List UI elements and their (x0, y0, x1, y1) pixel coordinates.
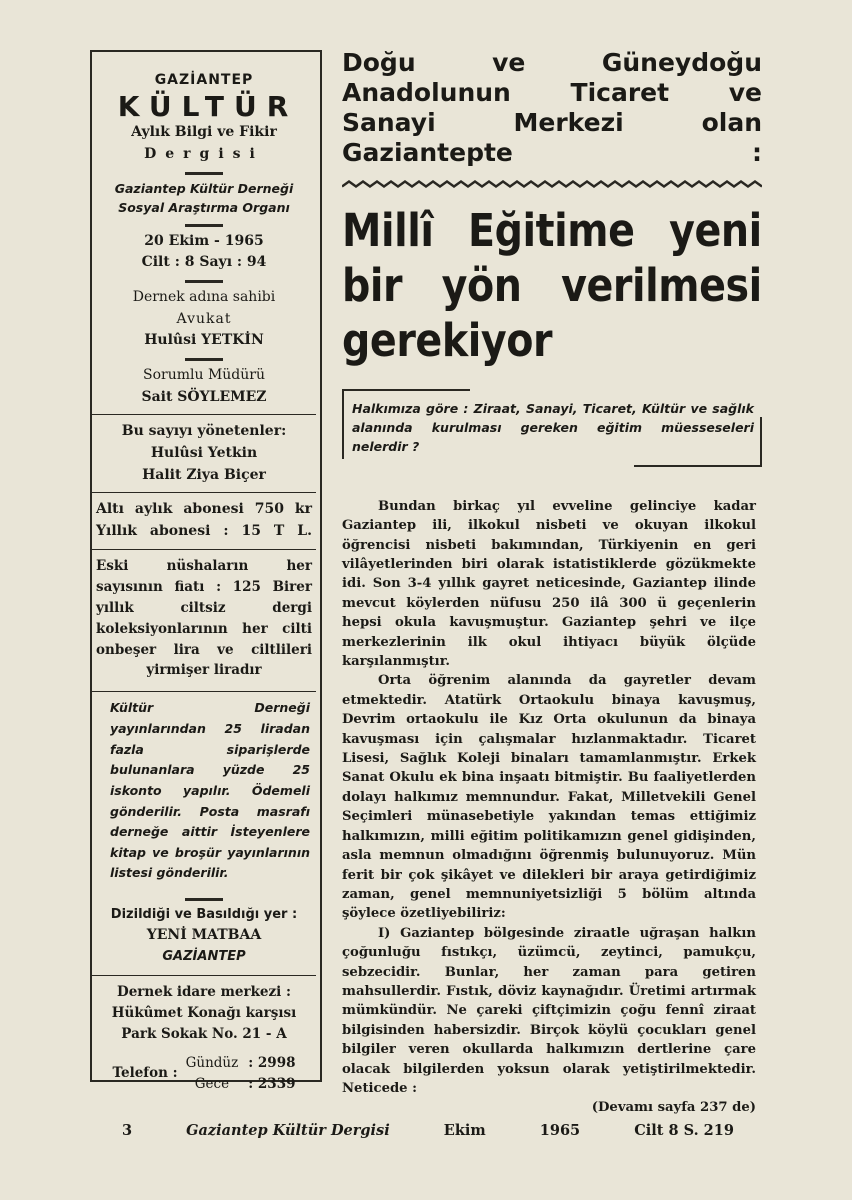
organ-line-2: Sosyal Araştırma Organı (118, 200, 290, 216)
organ-line-1: Gaziantep Kültür Derneği (114, 180, 294, 196)
manager-name-2: Halit Ziya Biçer (142, 466, 266, 483)
page-footer (122, 1122, 734, 1139)
article-kicker: Doğu ve Güneydoğu Anadolunun Ticaret ve Sanayi Merkezi olan Gaziantepte : (342, 48, 762, 167)
decorative-zigzag-rule (342, 180, 762, 188)
phone-day-number: : 2998 (248, 1054, 296, 1071)
article-body (342, 497, 762, 1118)
managers-label: Bu sayıyı yönetenler: (121, 423, 287, 440)
separator (185, 358, 223, 361)
separator (185, 224, 223, 227)
separator (92, 691, 316, 692)
deck-corner-rule-left (342, 389, 344, 459)
address-label: Dernek idare merkezi : (117, 983, 291, 1000)
owner-title: Avukat (176, 310, 232, 327)
footer-month: Ekim (443, 1122, 486, 1139)
article-deck (342, 389, 762, 467)
owner-label: Dernek adına sahibi (132, 288, 276, 305)
article-paragraph: Orta öğrenim alanında da gayretler devam etmektedir. Atatürk Ortaokulu binaya kavuşmuş, Devrim ortaokulu ile Kız Orta okulunun da binaya kavuşması için çalışmalar hızlanmaktadır. Ticaret Lisesi, Sağlık Koleji binaları tamamlanmıştır. Erkek Sanat Okulu ek bina inşaatı bitmiştir. Bu faaliyetlerden dolayı halkımız memnundur. Fakat, Milletvekili Genel Seçimleri münasebetiyle yakından temas ettiğimiz halkımızın, milli eğitim politikamızın genel gidişinden, asla memnun olmadığını öğrenmiş bulunuyoruz. Mün ferit bir çok şikâyet ve dilekleri bir araya getirdiğimiz zaman, genel memnuniyetsizliği 5 bölüm altında şöylece özetliyebiliriz: (342, 673, 756, 922)
subscription-six-month: Altı aylık abonesi 750 kr (96, 501, 312, 518)
phone-day-label: Gündüz (185, 1054, 239, 1071)
separator (92, 414, 316, 415)
issue-volume: Cilt : 8 Sayı : 94 (141, 254, 267, 271)
magazine-subtitle: Aylık Bilgi ve Fikir (131, 124, 277, 141)
top-rule (90, 50, 320, 52)
continued-note: (Devamı sayfa 237 de) (591, 1100, 756, 1116)
phone-block (92, 1053, 316, 1095)
owner-name: Hulûsi YETKİN (144, 332, 264, 349)
address-line-2: Park Sokak No. 21 - A (121, 1025, 287, 1042)
magazine-title: KÜLTÜR (117, 89, 299, 123)
deck-corner-rule-top (342, 389, 470, 391)
phone-night-label: Gece (194, 1075, 230, 1092)
editor-label: Sorumlu Müdürü (143, 367, 265, 384)
separator (92, 492, 316, 493)
deck-corner-rule-right (760, 417, 762, 467)
publisher-name: GAZİANTEP (154, 72, 254, 88)
page-number: 3 (122, 1122, 133, 1139)
footer-year: 1965 (539, 1122, 581, 1139)
article-deck-text: Halkımıza göre : Ziraat, Sanayi, Ticaret, Kültür ve sağlık alanında kurulması gereken eğitim müesseseleri nelerdir ? (352, 400, 754, 455)
deck-corner-rule-bottom (634, 465, 762, 467)
article-paragraph: Bundan birkaç yıl evveline gelinciye kadar Gaziantep ili, ilkokul nisbeti ve okuyan ilkokul öğrencisi nisbeti bakımından, Türkiyenin en geri vilâyetlerinden biri olarak istatistiklerde gözükmekte idi. Son 3-4 yıllık gayret neticesinde, Gaziantep ilinde mevcut köylerden nüfusu 250 ilâ 300 ü geçenlerin hepsi okula kavuşmuştur. Gaziantep şehri ve ilçe merkezlerinin ilk okul ihtiyacı büyük ölçüde karşılanmıştır. (342, 498, 756, 670)
phone-label: Telefon : (112, 1065, 178, 1082)
printing-city: GAZİANTEP (162, 948, 246, 964)
manager-name-1: Hulûsi Yetkin (150, 445, 258, 462)
article-headline: Millî Eğitime yeni bir yön verilmesi gerekiyor (342, 204, 762, 367)
separator (185, 172, 223, 175)
separator (185, 898, 223, 901)
footer-publication: Gaziantep Kültür Dergisi (186, 1122, 390, 1139)
old-issues-note: Eski nüshaların her sayısının fiatı : 125 Birer yıllık ciltsiz dergi koleksiyonlarının her cilti onbeşer lira ve ciltlileri yirmişer liradır (96, 557, 312, 679)
footer-volume-page: Cilt 8 S. 219 (634, 1122, 734, 1139)
discount-note: Kültür Derneği yayınlarından 25 liradan fazla siparişlerde bulunanlara yüzde 25 iskonto yapılır. Ödemeli gönderilir. Posta masrafı derneğe aittir İsteyenlere kitap ve broşür yayınlarının listesi gönderilir. (110, 700, 310, 881)
address-line-1: Hükûmet Konağı karşısı (111, 1004, 297, 1021)
editor-name: Sait SÖYLEMEZ (141, 388, 267, 405)
article-paragraph: I) Gaziantep bölgesinde ziraatle uğraşan halkın çoğunluğu fıstıkçı, üzümcü, zeytinci, pamukçu, sebzecidir. Bunlar, her zaman para getiren mahsullerdir. Fıstık, döviz kaynağıdır. Üretimi artırmak mümkündür. Ne çareki çiftçimizin çoğu fennî ziraat bilgisinden habersizdir. Birçok köylü çocukları genel bilgiler veren okullarda halkımızın dertlerine çare olacak bilgilerden yoksun olarak yetiştirilmektedir. Neticede : (342, 925, 756, 1096)
separator (185, 280, 223, 283)
article (342, 48, 762, 1118)
column-divider-rule (320, 50, 322, 1082)
magazine-type: Dergisi (144, 146, 264, 163)
masthead-column (92, 56, 316, 1095)
printing-press: YENİ MATBAA (146, 927, 262, 944)
printing-label: Dizildiği ve Basıldığı yer : (110, 907, 298, 923)
separator (92, 549, 316, 550)
issue-date: 20 Ekim - 1965 (144, 232, 264, 249)
phone-night-number: : 2339 (248, 1075, 296, 1092)
separator (92, 975, 316, 976)
subscription-yearly: Yıllık abonesi : 15 T L. (96, 523, 312, 540)
